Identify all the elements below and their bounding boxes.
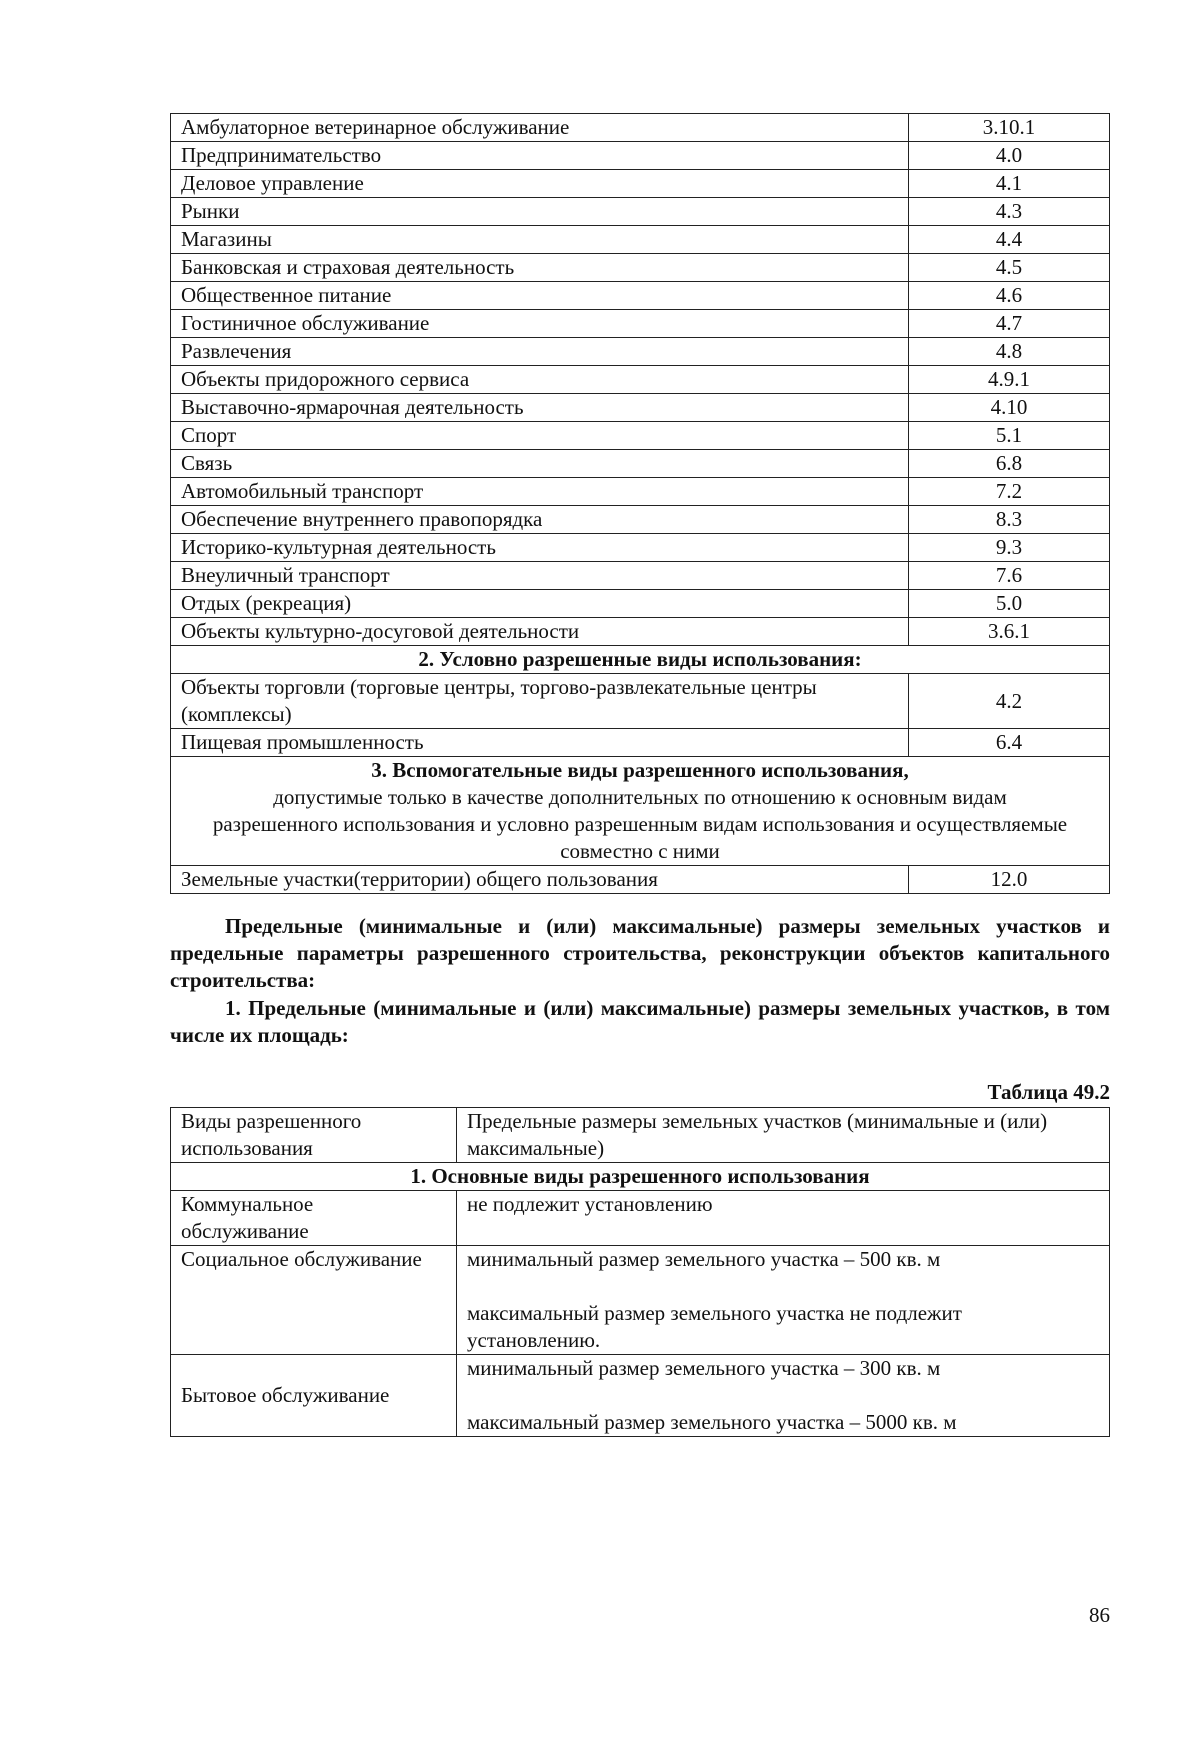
row-name: Бытовое обслуживание <box>171 1355 457 1437</box>
use-code: 5.1 <box>909 422 1110 450</box>
table-row <box>171 226 1110 254</box>
table-row <box>171 142 1110 170</box>
use-name: Историко-культурная деятельность <box>171 534 909 562</box>
table-row <box>171 254 1110 282</box>
limits-paragraph: Предельные (минимальные и (или) максимальные) размеры земельных участков и предельные параметры разрешенного строительства, реконструкции объектов капитального строительства: <box>170 914 1110 992</box>
use-code: 4.8 <box>909 338 1110 366</box>
use-name: Магазины <box>171 226 909 254</box>
use-code: 4.5 <box>909 254 1110 282</box>
page-number: 86 <box>1089 1603 1110 1627</box>
row-max-value: максимальный размер земельного участка – 5000 кв. м <box>467 1410 957 1434</box>
section-1-title: 1. Основные виды разрешенного использования <box>171 1163 1110 1191</box>
use-code: 3.6.1 <box>909 618 1110 646</box>
table-row <box>171 506 1110 534</box>
permitted-uses-table <box>170 113 1110 894</box>
table-row <box>171 1191 1110 1246</box>
table-row <box>171 282 1110 310</box>
use-name: Связь <box>171 450 909 478</box>
use-name: Пищевая промышленность <box>171 729 909 757</box>
section-3-title: 3. Вспомогательные виды разрешенного использования, <box>371 758 909 782</box>
use-code: 3.10.1 <box>909 114 1110 142</box>
use-code: 4.9.1 <box>909 366 1110 394</box>
section-3-subtitle: допустимые только в качестве дополнительных по отношению к основным видам разрешенного использования и условно разрешенным видам использования и осуществляемые совместно с ними <box>212 785 1068 863</box>
table-row <box>171 478 1110 506</box>
use-name: Внеуличный транспорт <box>171 562 909 590</box>
use-name: Банковская и страховая деятельность <box>171 254 909 282</box>
row-value-cell <box>457 1246 1110 1355</box>
use-code: 6.8 <box>909 450 1110 478</box>
use-code: 7.6 <box>909 562 1110 590</box>
table-row <box>171 450 1110 478</box>
use-name: Общественное питание <box>171 282 909 310</box>
use-code: 4.4 <box>909 226 1110 254</box>
use-name: Рынки <box>171 198 909 226</box>
use-code: 4.6 <box>909 282 1110 310</box>
section-2-title: 2. Условно разрешенные виды использования: <box>171 646 1110 674</box>
use-name: Объекты придорожного сервиса <box>171 366 909 394</box>
use-name: Отдых (рекреация) <box>171 590 909 618</box>
table-row <box>171 422 1110 450</box>
table-row <box>171 366 1110 394</box>
section-3-cell <box>171 757 1110 866</box>
row-value-cell <box>457 1355 1110 1437</box>
use-code: 4.0 <box>909 142 1110 170</box>
use-code: 4.7 <box>909 310 1110 338</box>
row-min-value: минимальный размер земельного участка – 500 кв. м <box>467 1247 941 1271</box>
use-code: 5.0 <box>909 590 1110 618</box>
use-code: 7.2 <box>909 478 1110 506</box>
table-row <box>171 170 1110 198</box>
use-name: Деловое управление <box>171 170 909 198</box>
use-name: Амбулаторное ветеринарное обслуживание <box>171 114 909 142</box>
table-caption: Таблица 49.2 <box>987 1080 1110 1104</box>
table-row <box>171 674 1110 729</box>
table-row <box>171 562 1110 590</box>
table-row <box>171 1355 1110 1437</box>
use-name: Развлечения <box>171 338 909 366</box>
table-row <box>171 394 1110 422</box>
table-row <box>171 590 1110 618</box>
use-code: 8.3 <box>909 506 1110 534</box>
row-min-value: минимальный размер земельного участка – 300 кв. м <box>467 1356 941 1380</box>
use-name: Объекты культурно-досуговой деятельности <box>171 618 909 646</box>
use-code: 4.10 <box>909 394 1110 422</box>
use-code: 4.3 <box>909 198 1110 226</box>
table-row <box>171 338 1110 366</box>
use-name: Предпринимательство <box>171 142 909 170</box>
use-name: Обеспечение внутреннего правопорядка <box>171 506 909 534</box>
land-plot-size-table <box>170 1107 1110 1437</box>
limits-subparagraph: 1. Предельные (минимальные и (или) максимальные) размеры земельных участков, в том числе их площадь: <box>170 996 1110 1047</box>
row-max-value: максимальный размер земельного участка не подлежит установлению. <box>467 1301 962 1352</box>
use-name: Спорт <box>171 422 909 450</box>
row-name: Коммунальное обслуживание <box>171 1191 457 1246</box>
table-row <box>171 729 1110 757</box>
use-code: 9.3 <box>909 534 1110 562</box>
row-name: Социальное обслуживание <box>171 1246 457 1355</box>
table-row <box>171 866 1110 894</box>
use-code: 4.2 <box>909 674 1110 729</box>
use-code: 12.0 <box>909 866 1110 894</box>
table-row <box>171 618 1110 646</box>
use-code: 6.4 <box>909 729 1110 757</box>
use-name: Автомобильный транспорт <box>171 478 909 506</box>
row-value: не подлежит установлению <box>457 1191 1110 1246</box>
header-col-sizes: Предельные размеры земельных участков (минимальные и (или) максимальные) <box>457 1108 1110 1163</box>
use-name: Гостиничное обслуживание <box>171 310 909 338</box>
table-row <box>171 114 1110 142</box>
use-name: Выставочно-ярмарочная деятельность <box>171 394 909 422</box>
use-name: Земельные участки(территории) общего пользования <box>171 866 909 894</box>
header-col-uses: Виды разрешенного использования <box>171 1108 457 1163</box>
table-row <box>171 198 1110 226</box>
table-row <box>171 534 1110 562</box>
table-row <box>171 1246 1110 1355</box>
use-code: 4.1 <box>909 170 1110 198</box>
table-row <box>171 310 1110 338</box>
use-name: Объекты торговли (торговые центры, торгово-развлекательные центры (комплексы) <box>171 674 909 729</box>
